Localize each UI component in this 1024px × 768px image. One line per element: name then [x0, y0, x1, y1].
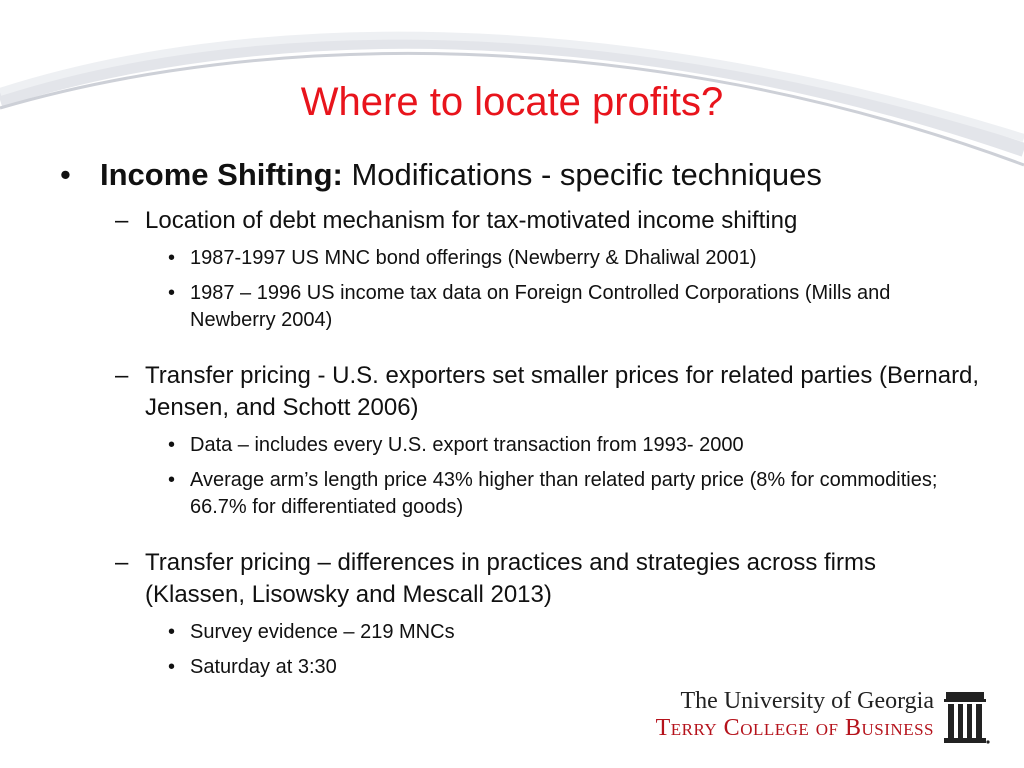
sub-bullet — [60, 547, 980, 611]
sub-bullet-text: Location of debt mechanism for tax-motivated income shifting — [145, 207, 798, 234]
main-bullet-rest: Modifications - specific techniques — [342, 157, 822, 192]
main-bullet-lead: Income Shifting: — [100, 157, 343, 192]
detail-bullet-text: Survey evidence – 219 MNCs — [190, 621, 455, 643]
arch-icon — [944, 688, 990, 746]
detail-bullet-text: Saturday at 3:30 — [190, 656, 337, 678]
logo-university-text: The University of Georgia — [680, 688, 934, 714]
bullet-marker: • — [60, 157, 71, 192]
logo-college-text: Terry College of Business — [655, 715, 934, 741]
dash-marker: – — [115, 207, 129, 234]
detail-bullet-text: Average arm’s length price 43% higher than related party price (8% for commodities; 66.7% for differentiated goods) — [190, 469, 938, 518]
section-transfer-pricing-exporters — [60, 360, 980, 521]
sub-bullet — [60, 360, 980, 424]
detail-bullet — [60, 280, 980, 334]
bullet-marker: • — [168, 621, 176, 643]
dash-marker: – — [115, 549, 129, 576]
sub-bullet-text: Transfer pricing – differences in practices and strategies across firms (Klassen, Lisowsky and Mescall 2013) — [145, 549, 876, 608]
detail-bullet — [60, 654, 980, 681]
bullet-marker: • — [168, 247, 176, 269]
detail-bullet — [60, 432, 980, 459]
bullet-marker: • — [168, 469, 176, 491]
sub-bullet-text: Transfer pricing - U.S. exporters set smaller prices for related parties (Bernard, Jensen, and Schott 2006) — [145, 362, 980, 421]
bullet-marker: • — [168, 434, 176, 456]
slide-title: Where to locate profits? — [300, 80, 724, 124]
detail-bullet-text: 1987 – 1996 US income tax data on Foreign Controlled Corporations (Mills and Newberry 2004) — [190, 282, 891, 331]
bullet-marker: • — [168, 656, 176, 678]
detail-bullet — [60, 619, 980, 646]
uga-terry-logo — [596, 688, 990, 746]
dash-marker: – — [115, 362, 129, 389]
detail-bullet-text: Data – includes every U.S. export transaction from 1993- 2000 — [190, 434, 744, 456]
section-transfer-pricing-practices — [60, 547, 980, 681]
section-debt — [60, 205, 980, 334]
slide-content — [60, 155, 980, 681]
detail-bullet — [60, 467, 980, 521]
sub-bullet — [60, 205, 980, 237]
detail-bullet-text: 1987-1997 US MNC bond offerings (Newberry & Dhaliwal 2001) — [190, 247, 757, 269]
bullet-marker: • — [168, 282, 176, 304]
main-bullet — [60, 155, 980, 195]
detail-bullet — [60, 245, 980, 272]
